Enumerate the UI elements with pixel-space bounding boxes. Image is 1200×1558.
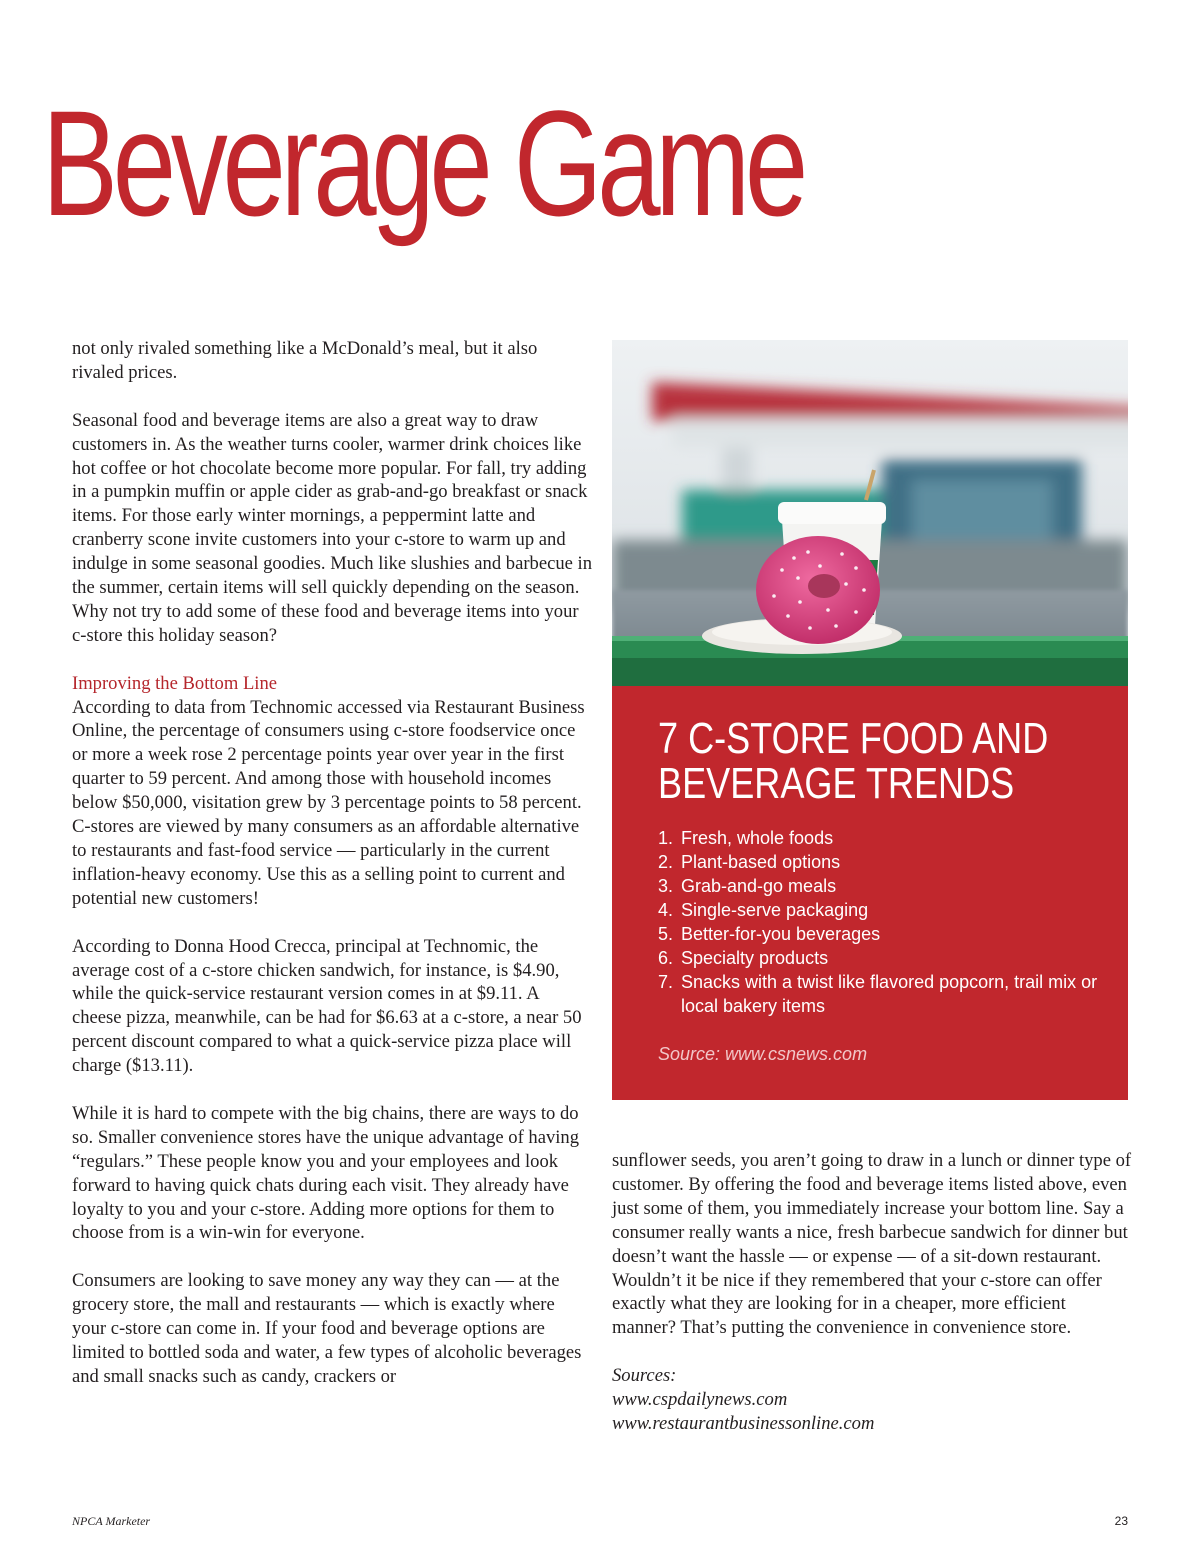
item-text: Grab-and-go meals <box>681 876 837 896</box>
item-number: 6. <box>658 948 674 968</box>
body-paragraph: According to Donna Hood Crecca, principal at Technomic, the average cost of a c-store chicken sandwich, for instance, is $4.90, while the quick-service restaurant version comes in at $9.11. A cheese pizza, meanwhile, can be had for $6.63 at a c-store, a near 50 percent discount compared to what a quick-service pizza place will charge ($13.11). <box>72 935 582 1077</box>
sidebar-title <box>658 716 1048 806</box>
body-paragraph: According to data from Technomic accessed via Restaurant Business Online, the percentage of consumers using c-store foodservice once or more a week rose 2 percentage points year over year in the first quarter to 59 percent. And among those with household incomes below $50,000, visitation grew by 3 percentage points to 58 percent. C-stores are viewed by many consumers as an affordable alternative to restaurants and fast-food service — particularly in the current inflation-heavy economy. Use this as a selling point to current and potential new customers! <box>72 696 585 909</box>
source-url: www.cspdailynews.com <box>612 1389 788 1411</box>
sidebar-source: Source: www.csnews.com <box>658 1044 868 1064</box>
item-text: Single-serve packaging <box>681 900 869 920</box>
list-item <box>658 970 1098 1018</box>
list-item <box>658 898 1098 922</box>
item-text: Fresh, whole foods <box>681 828 834 848</box>
page-title: Beverage Game <box>42 79 803 247</box>
list-item <box>658 826 1098 850</box>
sidebar-title-line: 7 C-STORE FOOD AND <box>658 714 1049 763</box>
item-text: Plant-based options <box>681 852 841 872</box>
coffee-donut-photo <box>612 340 1128 686</box>
item-number: 4. <box>658 900 674 920</box>
item-text: Snacks with a twist like flavored popcorn, trail mix or local bakery items <box>681 972 1098 1016</box>
sources-block <box>612 1364 1132 1436</box>
sidebar-title-line: BEVERAGE TRENDS <box>658 759 1015 808</box>
item-text: Specialty products <box>681 948 829 968</box>
list-item <box>658 946 1098 970</box>
body-paragraph: Seasonal food and beverage items are also a great way to draw customers in. As the weather turns cooler, warmer drink choices like hot coffee or hot chocolate become more popular. For fall, try adding in a pumpkin muffin or apple cider as grab-and-go breakfast or snack items. For those early winter mornings, a peppermint latte and cranberry scone invite customers into your c-store to warm up and indulge in some seasonal goodies. Much like slushies and barbecue in the summer, certain items will sell quickly depending on the season. Why not try to add some of these food and beverage items into your c-store this holiday season? <box>72 409 592 646</box>
footer-publication: NPCA Marketer <box>72 1514 151 1528</box>
source-url: www.restaurantbusinessonline.com <box>612 1412 875 1434</box>
sources-label: Sources: <box>612 1365 677 1387</box>
page-number: 23 <box>1114 1514 1128 1528</box>
body-paragraph: sunflower seeds, you aren’t going to draw in a lunch or dinner type of customer. By offering the food and beverage items listed above, even just some of them, you immediately increase your bottom line. Say a consumer really wants a nice, fresh barbecue sandwich for dinner but doesn’t want the hassle — or expense — of a sit-down restaurant. Wouldn’t it be nice if they remembered that your c-store can offer exactly what they are looking for in a cheaper, more efficient manner? That’s putting the convenience in convenience store. <box>612 1150 1132 1339</box>
trends-sidebar <box>612 686 1128 1100</box>
list-item <box>658 874 1098 898</box>
item-text: Better-for-you beverages <box>681 924 881 944</box>
body-paragraph: Consumers are looking to save money any way they can — at the grocery store, the mall and restaurants — which is exactly where your c-store can come in. If your food and beverage options are limited to bottled soda and water, a few types of alcoholic beverages and small snacks such as candy, crackers or <box>72 1270 582 1387</box>
body-paragraph: not only rivaled something like a McDonald’s meal, but it also rivaled prices. <box>72 338 538 383</box>
item-number: 2. <box>658 852 674 872</box>
item-number: 3. <box>658 876 674 896</box>
body-paragraph: While it is hard to compete with the big chains, there are ways to do so. Smaller convenience stores have the unique advantage of having “regulars.” These people know you and your employees and look forward to having quick chats during each visit. They already have loyalty to you and your c-store. Adding more options for them to choose from is a win-win for everyone. <box>72 1102 580 1244</box>
photo-illustration <box>612 340 1128 686</box>
list-item <box>658 922 1098 946</box>
right-column <box>612 1149 1132 1436</box>
section-subhead: Improving the Bottom Line <box>72 672 278 694</box>
item-number: 1. <box>658 828 674 848</box>
item-number: 7. <box>658 972 674 992</box>
list-item <box>658 850 1098 874</box>
trend-list <box>658 826 1098 1018</box>
left-column <box>72 337 592 1389</box>
item-number: 5. <box>658 924 674 944</box>
